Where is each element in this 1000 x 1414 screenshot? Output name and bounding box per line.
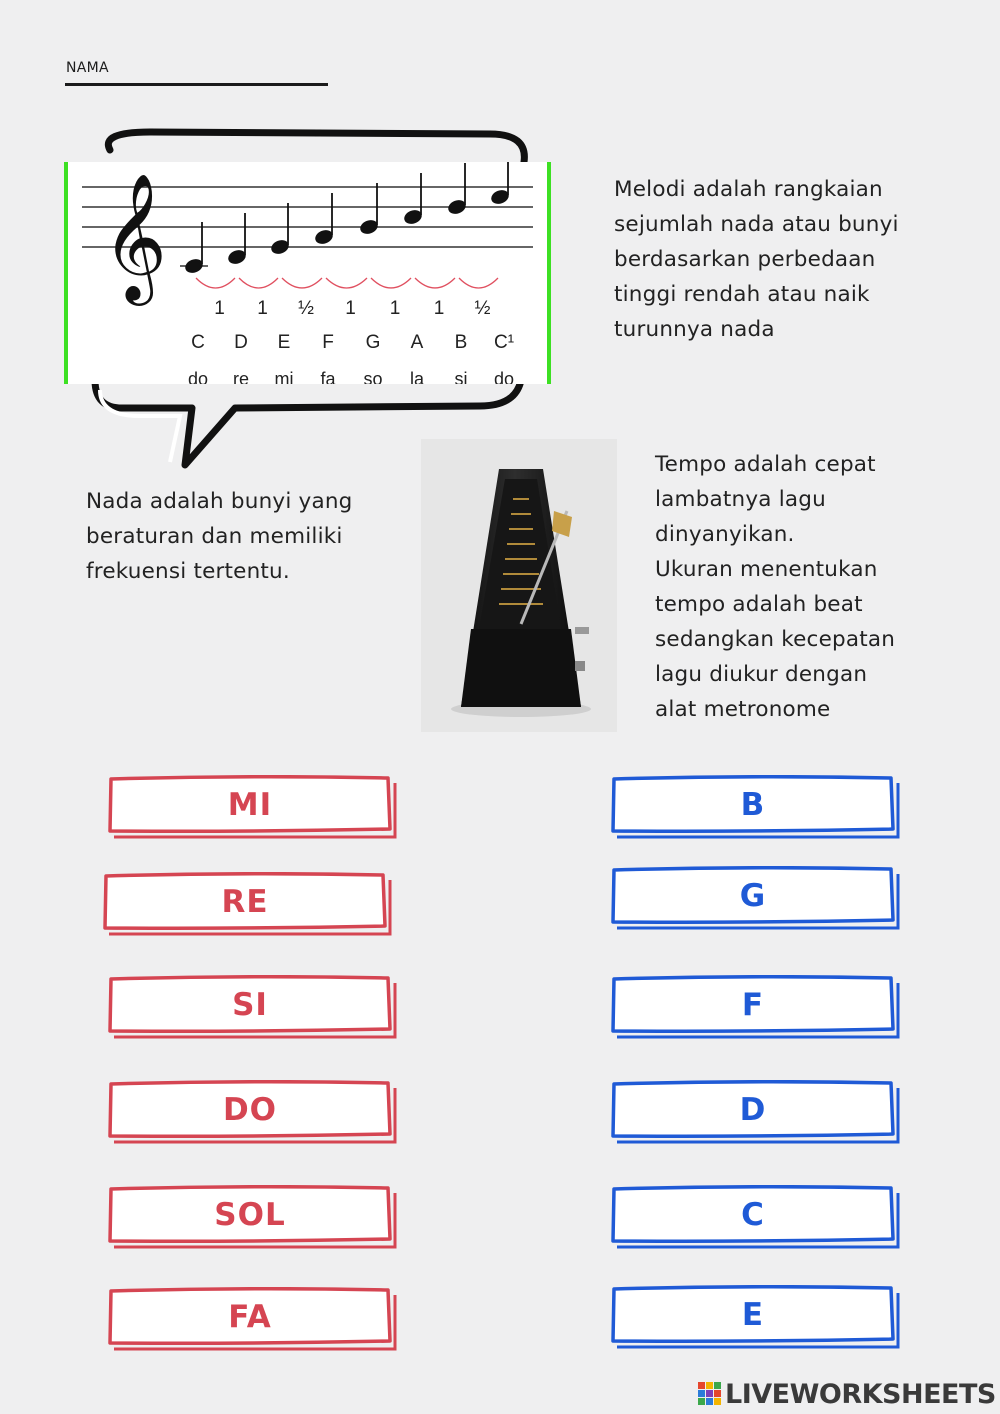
- match-tile-right[interactable]: [611, 1185, 911, 1261]
- tile-label: RE: [221, 884, 269, 920]
- note: [358, 183, 379, 236]
- match-tile-left[interactable]: [108, 1185, 408, 1261]
- note: [489, 162, 510, 206]
- note-letter: F: [322, 332, 334, 353]
- interval-label: 1: [433, 298, 445, 319]
- note: [446, 163, 467, 216]
- note-letters: [191, 332, 514, 353]
- name-label: NAMA: [66, 60, 109, 76]
- nada-definition: Nada adalah bunyi yang beraturan dan memiliki frekuensi tertentu.: [86, 489, 353, 584]
- match-tile-right[interactable]: [611, 775, 911, 851]
- tile-label: C: [741, 1197, 765, 1233]
- solfege-syllable: si: [454, 369, 468, 384]
- tile-label: B: [740, 787, 766, 823]
- interval-labels: [214, 298, 490, 319]
- note: [313, 193, 334, 246]
- tile-label: FA: [228, 1299, 272, 1335]
- note: [402, 173, 423, 226]
- interval-label: 1: [214, 298, 225, 319]
- match-tile-right[interactable]: [611, 1285, 911, 1361]
- note-letter: E: [277, 332, 291, 353]
- brand-text: LIVEWORKSHEETS: [725, 1378, 996, 1410]
- match-tile-left[interactable]: [108, 775, 408, 851]
- melodi-definition: Melodi adalah rangkaian sejumlah nada atau bunyi berdasarkan perbedaan tinggi rendah atau naik turunnya nada: [614, 177, 899, 342]
- solfege-syllable: so: [363, 369, 383, 384]
- metronome-image: [421, 439, 617, 732]
- interval-label: ½: [298, 298, 314, 319]
- match-tile-left[interactable]: [103, 872, 403, 948]
- note-letter: G: [365, 332, 381, 353]
- note: [269, 203, 290, 256]
- tile-label: F: [741, 987, 765, 1023]
- interval-arc: [415, 278, 455, 288]
- tile-label: DO: [222, 1092, 278, 1128]
- match-tile-left[interactable]: [108, 1287, 408, 1363]
- note-letter: C¹: [493, 332, 515, 353]
- interval-arcs: [196, 278, 498, 288]
- interval-label: 1: [257, 298, 268, 319]
- interval-arc: [371, 278, 411, 288]
- interval-arc: [282, 278, 322, 288]
- solfege-syllable: la: [409, 369, 425, 384]
- liveworksheets-icon: [698, 1382, 722, 1406]
- solfege-syllable: do: [187, 369, 209, 384]
- interval-label: 1: [345, 298, 356, 319]
- tile-label: SOL: [214, 1197, 286, 1233]
- interval-arc: [239, 278, 278, 288]
- interval-label: ½: [474, 298, 491, 319]
- tile-label: D: [739, 1092, 767, 1128]
- tile-label: E: [741, 1297, 765, 1333]
- tempo-definition: Tempo adalah cepat lambatnya lagu dinyanyikan. Ukuran menentukan tempo adalah beat sedangkan kecepatan lagu diukur dengan alat metronome: [655, 452, 896, 722]
- match-tile-right[interactable]: [611, 866, 911, 942]
- match-tile-left[interactable]: [108, 975, 408, 1051]
- solfege-syllable: mi: [274, 369, 294, 384]
- match-tile-left[interactable]: [108, 1080, 408, 1156]
- note-letter: C: [191, 332, 205, 353]
- name-input-line[interactable]: [65, 83, 328, 86]
- note: [226, 213, 247, 266]
- interval-arc: [326, 278, 367, 288]
- treble-clef-icon: 𝄞: [102, 172, 168, 300]
- match-tile-right[interactable]: [611, 1080, 911, 1156]
- match-tile-right[interactable]: [611, 975, 911, 1051]
- interval-arc: [459, 278, 498, 288]
- interval-label: 1: [389, 298, 401, 319]
- staff-notes: [180, 162, 511, 275]
- solfege-syllable: re: [232, 369, 250, 384]
- music-staff-card: [64, 162, 551, 384]
- interval-arc: [196, 278, 235, 288]
- tile-label: SI: [232, 987, 268, 1023]
- note-letter: A: [410, 332, 424, 353]
- solfege-syllables: [188, 369, 514, 384]
- note: [180, 222, 208, 275]
- solfege-syllable: do: [493, 369, 515, 384]
- solfege-syllable: fa: [320, 369, 336, 384]
- tile-label: G: [739, 878, 767, 914]
- note-letter: D: [234, 332, 248, 353]
- note-letter: B: [454, 332, 468, 353]
- liveworksheets-logo: [698, 1378, 996, 1410]
- music-staff: [68, 162, 547, 384]
- tile-label: MI: [227, 787, 273, 823]
